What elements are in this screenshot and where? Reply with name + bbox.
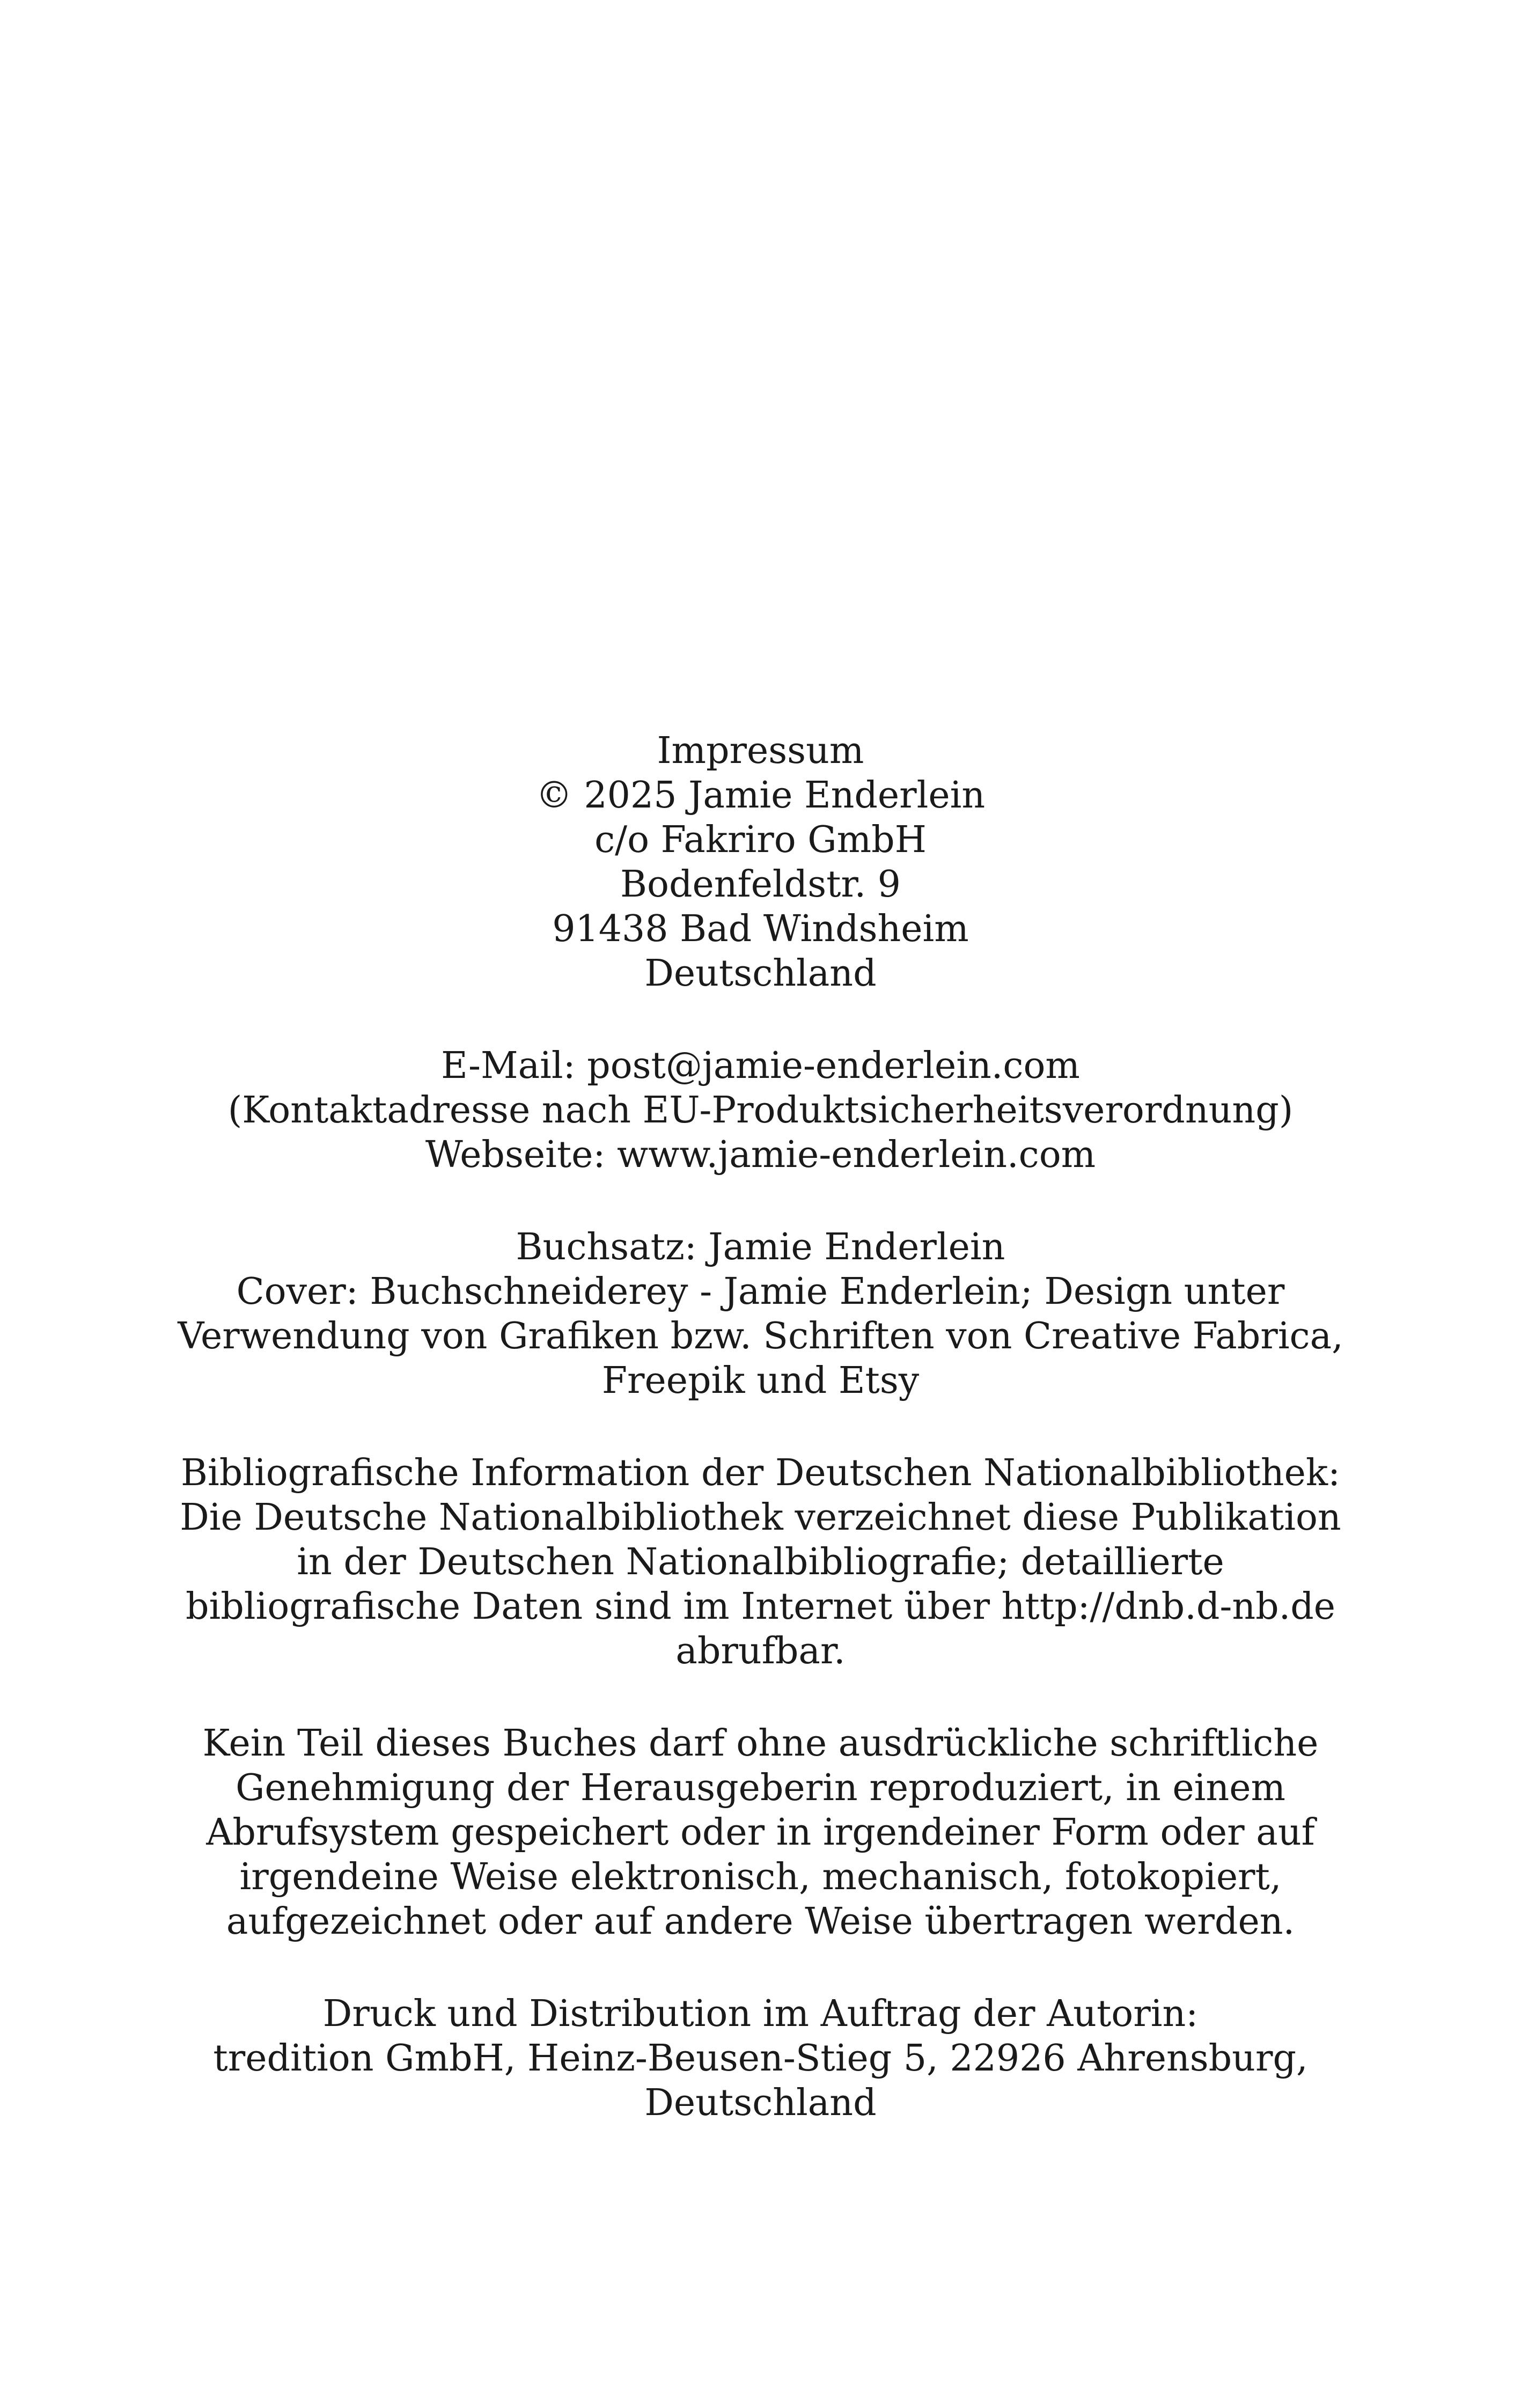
website-line: Webseite: www.jamie-enderlein.com: [425, 1134, 1096, 1176]
imprint-heading: Impressum: [657, 730, 864, 772]
rights-line: Abrufsystem gespeichert oder in irgendeiner Form oder auf: [206, 1811, 1315, 1854]
bibliography-line: bibliografische Daten sind im Internet über http://dnb.d-nb.de: [185, 1585, 1336, 1628]
bibliography-line: abrufbar.: [675, 1630, 846, 1672]
rights-line: Genehmigung der Herausgeberin reproduziert, in einem: [236, 1767, 1285, 1809]
typesetting-line: Buchsatz: Jamie Enderlein: [516, 1226, 1005, 1268]
rights-block: [0, 1721, 1521, 1944]
contact-note-line: (Kontaktadresse nach EU-Produktsicherheitsverordnung): [227, 1089, 1294, 1132]
distribution-line: Deutschland: [644, 2082, 877, 2124]
bibliography-line: Bibliografische Information der Deutschen Nationalbibliothek:: [180, 1452, 1341, 1494]
email-line: E-Mail: post@jamie-enderlein.com: [441, 1045, 1080, 1087]
cover-credit-line: Verwendung von Grafiken bzw. Schriften von Creative Fabrica,: [178, 1315, 1343, 1357]
country-line: Deutschland: [644, 952, 877, 995]
bibliography-line: Die Deutsche Nationalbibliothek verzeichnet diese Publikation: [180, 1496, 1341, 1539]
copyright-line: © 2025 Jamie Enderlein: [535, 774, 986, 817]
distribution-line: tredition GmbH, Heinz-Beusen-Stieg 5, 22926 Ahrensburg,: [213, 2037, 1308, 2080]
cover-credit-line: Cover: Buchschneiderey - Jamie Enderlein; Design unter: [236, 1271, 1285, 1313]
care-of-line: c/o Fakriro GmbH: [594, 819, 927, 861]
cover-credit-line: Freepik und Etsy: [601, 1360, 920, 1402]
rights-line: irgendeine Weise elektronisch, mechanisch, fotokopiert,: [239, 1856, 1282, 1898]
distribution-line: Druck und Distribution im Auftrag der Autorin:: [322, 1993, 1199, 2035]
rights-line: Kein Teil dieses Buches darf ohne ausdrückliche schriftliche: [202, 1722, 1319, 1765]
street-line: Bodenfeldstr. 9: [620, 863, 901, 906]
credits-block: [0, 1225, 1521, 1403]
bibliography-line: in der Deutschen Nationalbibliografie; detaillierte: [297, 1541, 1224, 1583]
imprint-page: [0, 729, 1521, 2125]
contact-block: [0, 1044, 1521, 1177]
distribution-block: [0, 1992, 1521, 2125]
city-line: 91438 Bad Windsheim: [552, 908, 969, 950]
rights-line: aufgezeichnet oder auf andere Weise übertragen werden.: [226, 1900, 1295, 1943]
bibliography-block: [0, 1451, 1521, 1673]
address-block: [0, 729, 1521, 996]
